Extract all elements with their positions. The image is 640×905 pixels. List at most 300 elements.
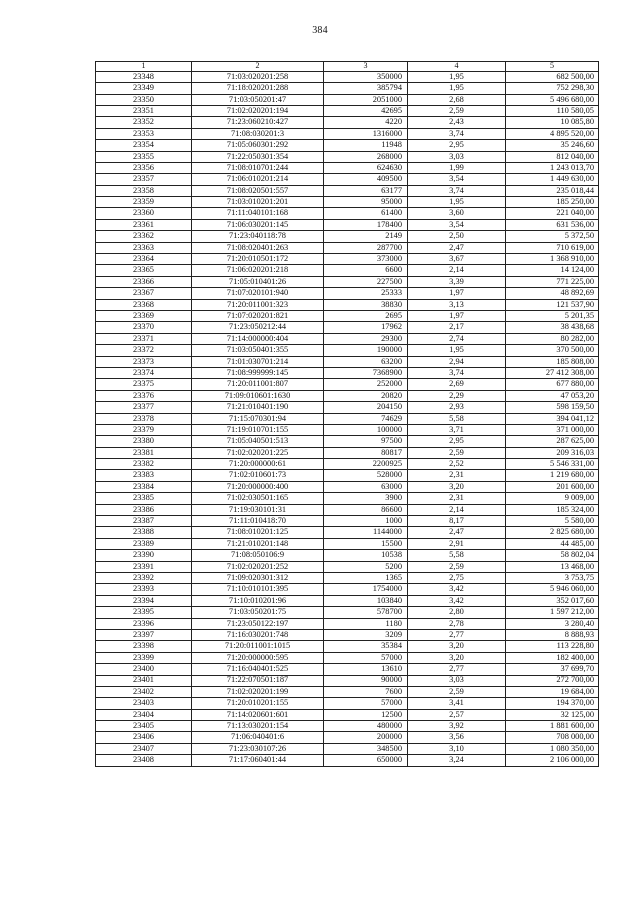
value-cell: 631 536,00 xyxy=(506,219,599,230)
rate-cell: 2,29 xyxy=(408,390,506,401)
area-cell: 63000 xyxy=(324,481,408,492)
table-row xyxy=(96,721,599,732)
column-header-3: 3 xyxy=(324,62,408,72)
row-number-cell: 23408 xyxy=(96,755,192,766)
value-cell: 272 700,00 xyxy=(506,675,599,686)
value-cell: 58 802,04 xyxy=(506,550,599,561)
table-row xyxy=(96,128,599,139)
table-row xyxy=(96,83,599,94)
rate-cell: 3,67 xyxy=(408,254,506,265)
rate-cell: 2,17 xyxy=(408,322,506,333)
row-number-cell: 23407 xyxy=(96,743,192,754)
row-number-cell: 23369 xyxy=(96,311,192,322)
cadastral-number-cell: 71:03:050201:47 xyxy=(192,94,324,105)
cadastral-number-cell: 71:03:050401:355 xyxy=(192,345,324,356)
cadastral-number-cell: 71:02:010601:73 xyxy=(192,470,324,481)
value-cell: 235 018,44 xyxy=(506,185,599,196)
row-number-cell: 23401 xyxy=(96,675,192,686)
rate-cell: 1,99 xyxy=(408,162,506,173)
cadastral-number-cell: 71:20:000000:595 xyxy=(192,652,324,663)
row-number-cell: 23403 xyxy=(96,698,192,709)
value-cell: 10 085,80 xyxy=(506,117,599,128)
cadastral-number-cell: 71:08:050106:9 xyxy=(192,550,324,561)
cadastral-number-cell: 71:20:000000:400 xyxy=(192,481,324,492)
cadastral-number-cell: 71:05:060301:292 xyxy=(192,140,324,151)
area-cell: 95000 xyxy=(324,197,408,208)
row-number-cell: 23373 xyxy=(96,356,192,367)
cadastral-number-cell: 71:11:040101:168 xyxy=(192,208,324,219)
column-header-5: 5 xyxy=(506,62,599,72)
cadastral-number-cell: 71:21:010201:148 xyxy=(192,538,324,549)
area-cell: 350000 xyxy=(324,71,408,82)
row-number-cell: 23375 xyxy=(96,379,192,390)
row-number-cell: 23352 xyxy=(96,117,192,128)
rate-cell: 2,59 xyxy=(408,686,506,697)
cadastral-number-cell: 71:14:020601:601 xyxy=(192,709,324,720)
rate-cell: 1,97 xyxy=(408,311,506,322)
area-cell: 97500 xyxy=(324,436,408,447)
rate-cell: 3,13 xyxy=(408,299,506,310)
area-cell: 578700 xyxy=(324,607,408,618)
area-cell: 178400 xyxy=(324,219,408,230)
area-cell: 25333 xyxy=(324,288,408,299)
area-cell: 5200 xyxy=(324,561,408,572)
value-cell: 182 400,00 xyxy=(506,652,599,663)
cadastral-number-cell: 71:13:030201:154 xyxy=(192,721,324,732)
area-cell: 86600 xyxy=(324,504,408,515)
rate-cell: 2,59 xyxy=(408,447,506,458)
table-row xyxy=(96,584,599,595)
table-row xyxy=(96,276,599,287)
table-row xyxy=(96,447,599,458)
area-cell: 227500 xyxy=(324,276,408,287)
row-number-cell: 23405 xyxy=(96,721,192,732)
table-row xyxy=(96,561,599,572)
cadastral-number-cell: 71:20:000000:61 xyxy=(192,459,324,470)
value-cell: 44 485,00 xyxy=(506,538,599,549)
rate-cell: 3,03 xyxy=(408,675,506,686)
value-cell: 209 316,03 xyxy=(506,447,599,458)
cadastral-number-cell: 71:08:020501:557 xyxy=(192,185,324,196)
row-number-cell: 23353 xyxy=(96,128,192,139)
area-cell: 7368900 xyxy=(324,367,408,378)
row-number-cell: 23371 xyxy=(96,333,192,344)
rate-cell: 2,91 xyxy=(408,538,506,549)
rate-cell: 2,47 xyxy=(408,242,506,253)
area-cell: 57000 xyxy=(324,652,408,663)
row-number-cell: 23390 xyxy=(96,550,192,561)
rate-cell: 2,68 xyxy=(408,94,506,105)
table-row xyxy=(96,732,599,743)
table-row xyxy=(96,288,599,299)
row-number-cell: 23381 xyxy=(96,447,192,458)
value-cell: 677 880,00 xyxy=(506,379,599,390)
value-cell: 710 619,00 xyxy=(506,242,599,253)
value-cell: 13 468,00 xyxy=(506,561,599,572)
row-number-cell: 23391 xyxy=(96,561,192,572)
area-cell: 1754000 xyxy=(324,584,408,595)
row-number-cell: 23368 xyxy=(96,299,192,310)
cadastral-number-cell: 71:16:030201:748 xyxy=(192,629,324,640)
cadastral-number-cell: 71:22:070501:187 xyxy=(192,675,324,686)
value-cell: 9 009,00 xyxy=(506,493,599,504)
table-row xyxy=(96,208,599,219)
area-cell: 200000 xyxy=(324,732,408,743)
row-number-cell: 23366 xyxy=(96,276,192,287)
table-body xyxy=(96,71,599,766)
rate-cell: 2,59 xyxy=(408,105,506,116)
area-cell: 35384 xyxy=(324,641,408,652)
value-cell: 1 449 630,00 xyxy=(506,174,599,185)
value-cell: 370 500,00 xyxy=(506,345,599,356)
table-row xyxy=(96,197,599,208)
row-number-cell: 23379 xyxy=(96,424,192,435)
rate-cell: 2,77 xyxy=(408,629,506,640)
table-row xyxy=(96,254,599,265)
cadastral-number-cell: 71:06:040401:6 xyxy=(192,732,324,743)
cadastral-number-cell: 71:03:010201:201 xyxy=(192,197,324,208)
cadastral-number-cell: 71:06:030201:145 xyxy=(192,219,324,230)
area-cell: 624630 xyxy=(324,162,408,173)
row-number-cell: 23396 xyxy=(96,618,192,629)
row-number-cell: 23356 xyxy=(96,162,192,173)
table-row xyxy=(96,299,599,310)
table-row xyxy=(96,219,599,230)
value-cell: 5 546 331,00 xyxy=(506,459,599,470)
table-row xyxy=(96,504,599,515)
cadastral-number-cell: 71:02:020201:225 xyxy=(192,447,324,458)
row-number-cell: 23351 xyxy=(96,105,192,116)
table-row xyxy=(96,470,599,481)
column-header-1: 1 xyxy=(96,62,192,72)
area-cell: 373000 xyxy=(324,254,408,265)
rate-cell: 2,47 xyxy=(408,527,506,538)
row-number-cell: 23367 xyxy=(96,288,192,299)
rate-cell: 2,75 xyxy=(408,572,506,583)
table-row xyxy=(96,140,599,151)
value-cell: 771 225,00 xyxy=(506,276,599,287)
table-row xyxy=(96,71,599,82)
value-cell: 287 625,00 xyxy=(506,436,599,447)
rate-cell: 3,41 xyxy=(408,698,506,709)
value-cell: 682 500,00 xyxy=(506,71,599,82)
area-cell: 3900 xyxy=(324,493,408,504)
table-row xyxy=(96,607,599,618)
area-cell: 12500 xyxy=(324,709,408,720)
rate-cell: 3,03 xyxy=(408,151,506,162)
value-cell: 48 892,69 xyxy=(506,288,599,299)
rate-cell: 2,14 xyxy=(408,504,506,515)
table-row xyxy=(96,367,599,378)
cadastral-number-cell: 71:16:040401:525 xyxy=(192,664,324,675)
cadastral-number-cell: 71:07:020101:940 xyxy=(192,288,324,299)
cadastral-number-cell: 71:02:020201:199 xyxy=(192,686,324,697)
value-cell: 3 753,75 xyxy=(506,572,599,583)
table-row xyxy=(96,572,599,583)
area-cell: 80817 xyxy=(324,447,408,458)
row-number-cell: 23349 xyxy=(96,83,192,94)
value-cell: 5 201,35 xyxy=(506,311,599,322)
table-row xyxy=(96,311,599,322)
row-number-cell: 23360 xyxy=(96,208,192,219)
cadastral-number-cell: 71:07:020201:821 xyxy=(192,311,324,322)
table-row xyxy=(96,265,599,276)
row-number-cell: 23378 xyxy=(96,413,192,424)
area-cell: 61400 xyxy=(324,208,408,219)
rate-cell: 3,20 xyxy=(408,481,506,492)
table-row xyxy=(96,174,599,185)
rate-cell: 3,71 xyxy=(408,424,506,435)
rate-cell: 3,20 xyxy=(408,652,506,663)
table-row xyxy=(96,743,599,754)
cadastral-number-cell: 71:10:010201:96 xyxy=(192,595,324,606)
row-number-cell: 23365 xyxy=(96,265,192,276)
value-cell: 752 298,30 xyxy=(506,83,599,94)
row-number-cell: 23404 xyxy=(96,709,192,720)
cadastral-number-cell: 71:08:020401:263 xyxy=(192,242,324,253)
area-cell: 13610 xyxy=(324,664,408,675)
row-number-cell: 23380 xyxy=(96,436,192,447)
table-header-row xyxy=(96,62,599,72)
value-cell: 113 228,80 xyxy=(506,641,599,652)
table-row xyxy=(96,652,599,663)
area-cell: 1180 xyxy=(324,618,408,629)
row-number-cell: 23387 xyxy=(96,516,192,527)
value-cell: 4 895 520,00 xyxy=(506,128,599,139)
cadastral-number-cell: 71:21:010401:190 xyxy=(192,402,324,413)
area-cell: 74629 xyxy=(324,413,408,424)
cadastral-number-cell: 71:19:030101:31 xyxy=(192,504,324,515)
cadastral-number-cell: 71:03:050201:75 xyxy=(192,607,324,618)
value-cell: 1 881 600,00 xyxy=(506,721,599,732)
rate-cell: 2,95 xyxy=(408,436,506,447)
table-row xyxy=(96,94,599,105)
area-cell: 4220 xyxy=(324,117,408,128)
value-cell: 1 243 013,70 xyxy=(506,162,599,173)
table-row xyxy=(96,436,599,447)
table-row xyxy=(96,333,599,344)
value-cell: 1 080 350,00 xyxy=(506,743,599,754)
area-cell: 1316000 xyxy=(324,128,408,139)
value-cell: 221 040,00 xyxy=(506,208,599,219)
area-cell: 385794 xyxy=(324,83,408,94)
cadastral-number-cell: 71:06:010201:214 xyxy=(192,174,324,185)
value-cell: 1 597 212,00 xyxy=(506,607,599,618)
cadastral-number-cell: 71:15:070301:94 xyxy=(192,413,324,424)
cadastral-number-cell: 71:03:020201:258 xyxy=(192,71,324,82)
value-cell: 1 219 680,00 xyxy=(506,470,599,481)
rate-cell: 3,39 xyxy=(408,276,506,287)
table-row xyxy=(96,675,599,686)
cadastral-number-cell: 71:05:010401:26 xyxy=(192,276,324,287)
area-cell: 528000 xyxy=(324,470,408,481)
value-cell: 394 041,12 xyxy=(506,413,599,424)
table-row xyxy=(96,322,599,333)
page-number: 384 xyxy=(312,25,328,36)
rate-cell: 3,74 xyxy=(408,367,506,378)
cadastral-number-cell: 71:02:020201:194 xyxy=(192,105,324,116)
area-cell: 1000 xyxy=(324,516,408,527)
cadastral-number-cell: 71:08:999999:145 xyxy=(192,367,324,378)
row-number-cell: 23395 xyxy=(96,607,192,618)
area-cell: 2200925 xyxy=(324,459,408,470)
row-number-cell: 23377 xyxy=(96,402,192,413)
area-cell: 204150 xyxy=(324,402,408,413)
value-cell: 201 600,00 xyxy=(506,481,599,492)
cadastral-number-cell: 71:23:060210:427 xyxy=(192,117,324,128)
table-row xyxy=(96,242,599,253)
table-row xyxy=(96,538,599,549)
row-number-cell: 23363 xyxy=(96,242,192,253)
row-number-cell: 23385 xyxy=(96,493,192,504)
row-number-cell: 23399 xyxy=(96,652,192,663)
row-number-cell: 23392 xyxy=(96,572,192,583)
rate-cell: 5,58 xyxy=(408,550,506,561)
rate-cell: 2,74 xyxy=(408,333,506,344)
cadastral-value-table xyxy=(95,61,599,767)
value-cell: 598 159,50 xyxy=(506,402,599,413)
value-cell: 3 280,40 xyxy=(506,618,599,629)
cadastral-number-cell: 71:18:020201:288 xyxy=(192,83,324,94)
value-cell: 32 125,00 xyxy=(506,709,599,720)
cadastral-number-cell: 71:09:020301:312 xyxy=(192,572,324,583)
area-cell: 42695 xyxy=(324,105,408,116)
row-number-cell: 23358 xyxy=(96,185,192,196)
table-row xyxy=(96,686,599,697)
rate-cell: 3,74 xyxy=(408,185,506,196)
table-row xyxy=(96,162,599,173)
rate-cell: 2,59 xyxy=(408,561,506,572)
row-number-cell: 23406 xyxy=(96,732,192,743)
area-cell: 2051000 xyxy=(324,94,408,105)
rate-cell: 1,95 xyxy=(408,345,506,356)
cadastral-number-cell: 71:08:010701:244 xyxy=(192,162,324,173)
value-cell: 121 537,90 xyxy=(506,299,599,310)
table-row xyxy=(96,402,599,413)
cadastral-number-cell: 71:20:011001:323 xyxy=(192,299,324,310)
cadastral-number-cell: 71:02:020201:252 xyxy=(192,561,324,572)
table-row xyxy=(96,618,599,629)
area-cell: 17962 xyxy=(324,322,408,333)
value-cell: 8 888,93 xyxy=(506,629,599,640)
area-cell: 10538 xyxy=(324,550,408,561)
row-number-cell: 23361 xyxy=(96,219,192,230)
area-cell: 268000 xyxy=(324,151,408,162)
rate-cell: 2,93 xyxy=(408,402,506,413)
cadastral-number-cell: 71:20:010201:155 xyxy=(192,698,324,709)
area-cell: 11948 xyxy=(324,140,408,151)
table-row xyxy=(96,105,599,116)
table-row xyxy=(96,709,599,720)
row-number-cell: 23382 xyxy=(96,459,192,470)
cadastral-number-cell: 71:22:050301:354 xyxy=(192,151,324,162)
value-cell: 194 370,00 xyxy=(506,698,599,709)
row-number-cell: 23386 xyxy=(96,504,192,515)
area-cell: 1144000 xyxy=(324,527,408,538)
area-cell: 63177 xyxy=(324,185,408,196)
rate-cell: 2,14 xyxy=(408,265,506,276)
table-row xyxy=(96,698,599,709)
row-number-cell: 23389 xyxy=(96,538,192,549)
area-cell: 103840 xyxy=(324,595,408,606)
rate-cell: 3,10 xyxy=(408,743,506,754)
table-row xyxy=(96,117,599,128)
area-cell: 480000 xyxy=(324,721,408,732)
area-cell: 2695 xyxy=(324,311,408,322)
row-number-cell: 23355 xyxy=(96,151,192,162)
cadastral-number-cell: 71:14:000000:404 xyxy=(192,333,324,344)
cadastral-number-cell: 71:23:050122:197 xyxy=(192,618,324,629)
area-cell: 3209 xyxy=(324,629,408,640)
value-cell: 371 000,00 xyxy=(506,424,599,435)
rate-cell: 2,52 xyxy=(408,459,506,470)
cadastral-number-cell: 71:20:010501:172 xyxy=(192,254,324,265)
value-cell: 5 580,00 xyxy=(506,516,599,527)
table-row xyxy=(96,459,599,470)
table-row xyxy=(96,516,599,527)
area-cell: 100000 xyxy=(324,424,408,435)
cadastral-number-cell: 71:23:050212:44 xyxy=(192,322,324,333)
rate-cell: 2,77 xyxy=(408,664,506,675)
rate-cell: 8,17 xyxy=(408,516,506,527)
cadastral-number-cell: 71:02:030501:165 xyxy=(192,493,324,504)
value-cell: 110 580,05 xyxy=(506,105,599,116)
row-number-cell: 23388 xyxy=(96,527,192,538)
area-cell: 287700 xyxy=(324,242,408,253)
rate-cell: 2,78 xyxy=(408,618,506,629)
table-row xyxy=(96,664,599,675)
value-cell: 185 324,00 xyxy=(506,504,599,515)
row-number-cell: 23370 xyxy=(96,322,192,333)
table-row xyxy=(96,413,599,424)
table-row xyxy=(96,345,599,356)
rate-cell: 3,92 xyxy=(408,721,506,732)
area-cell: 1365 xyxy=(324,572,408,583)
value-cell: 80 282,00 xyxy=(506,333,599,344)
row-number-cell: 23374 xyxy=(96,367,192,378)
value-cell: 2 825 680,00 xyxy=(506,527,599,538)
value-cell: 27 412 308,00 xyxy=(506,367,599,378)
rate-cell: 3,54 xyxy=(408,174,506,185)
table-row xyxy=(96,151,599,162)
row-number-cell: 23384 xyxy=(96,481,192,492)
area-cell: 252000 xyxy=(324,379,408,390)
area-cell: 29300 xyxy=(324,333,408,344)
value-cell: 5 372,50 xyxy=(506,231,599,242)
area-cell: 63200 xyxy=(324,356,408,367)
value-cell: 5 496 680,00 xyxy=(506,94,599,105)
value-cell: 38 438,68 xyxy=(506,322,599,333)
cadastral-number-cell: 71:20:011001:1015 xyxy=(192,641,324,652)
area-cell: 57000 xyxy=(324,698,408,709)
cadastral-number-cell: 71:19:010701:155 xyxy=(192,424,324,435)
table-row xyxy=(96,356,599,367)
area-cell: 6600 xyxy=(324,265,408,276)
table-row xyxy=(96,481,599,492)
cadastral-number-cell: 71:05:040501:513 xyxy=(192,436,324,447)
rate-cell: 3,24 xyxy=(408,755,506,766)
rate-cell: 2,69 xyxy=(408,379,506,390)
rate-cell: 1,95 xyxy=(408,71,506,82)
value-cell: 708 000,00 xyxy=(506,732,599,743)
row-number-cell: 23362 xyxy=(96,231,192,242)
area-cell: 7600 xyxy=(324,686,408,697)
row-number-cell: 23397 xyxy=(96,629,192,640)
area-cell: 190000 xyxy=(324,345,408,356)
rate-cell: 1,97 xyxy=(408,288,506,299)
rate-cell: 3,54 xyxy=(408,219,506,230)
table-row xyxy=(96,390,599,401)
